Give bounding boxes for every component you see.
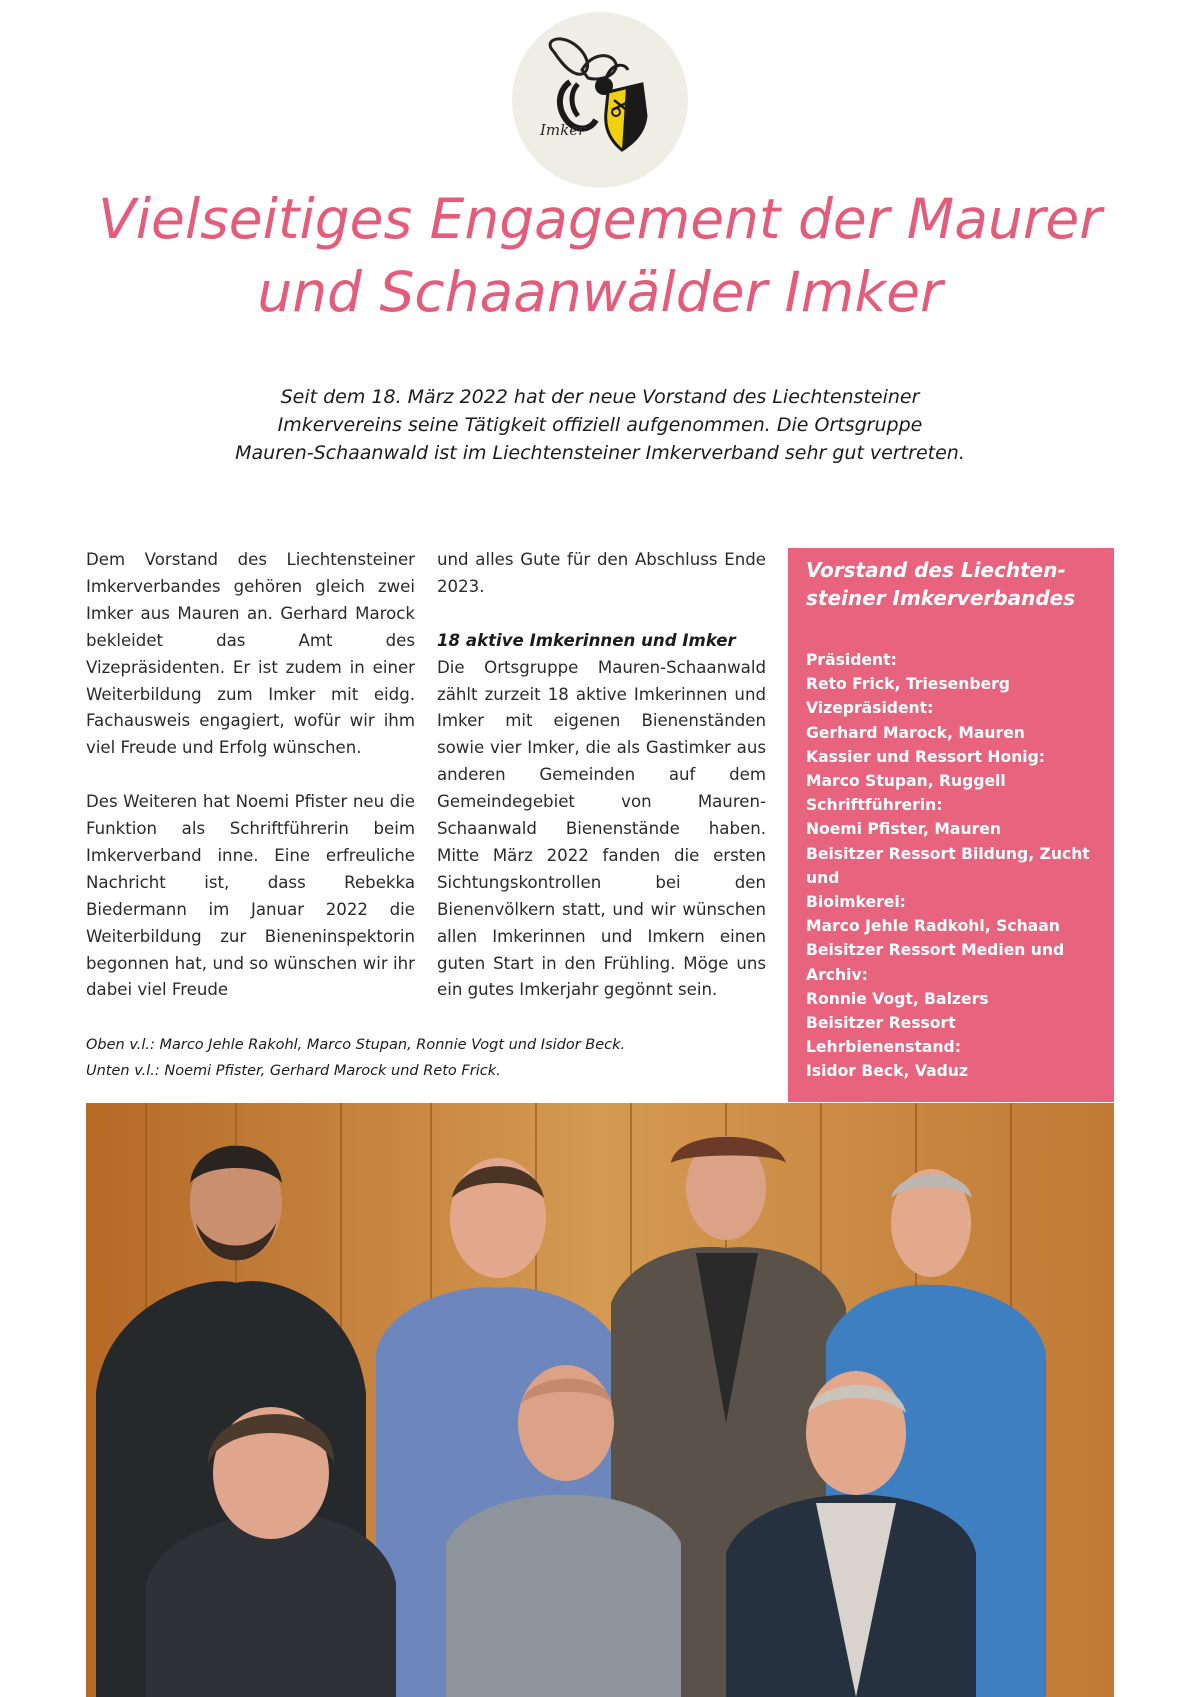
lead-line-1: Seit dem 18. März 2022 hat der neue Vorstand des Liechtensteiner	[280, 386, 920, 408]
group-photo	[86, 1103, 1114, 1697]
board-line: Bioimkerei:	[806, 893, 906, 912]
title-line-1: Vielseitiges Engagement der Maurer	[98, 187, 1102, 251]
lead-line-2: Imkervereins seine Tätigkeit offiziell aufgenommen. Die Ortsgruppe	[277, 414, 923, 436]
caption-line-2: Unten v.l.: Noemi Pfister, Gerhard Marock und Reto Frick.	[86, 1063, 501, 1079]
subheading: 18 aktive Imkerinnen und Imker	[437, 630, 736, 650]
article-title	[40, 183, 1160, 329]
sidebar-heading-line-2: steiner Imkerverbandes	[806, 586, 1076, 610]
board-line: Beisitzer Ressort Medien und	[806, 941, 1065, 960]
board-line: Kassier und Ressort Honig:	[806, 747, 1046, 766]
paragraph-4: Die Ortsgruppe Mauren-Schaanwald zählt zurzeit 18 aktive Imkerinnen und Imker mit eigenen Bienenständen sowie vier Imker, die als Gastimker aus anderen Gemeinden auf dem Gemeindegebiet von Mauren-Schaanwald Bienenstände haben. Mitte März 2022 fanden die ersten Sichtungskontrollen bei den Bienenvölkern statt, und wir wünschen allen Imkerinnen und Imkern einen guten Start in den Frühling. Möge uns ein gutes Imkerjahr gegönnt sein.	[437, 657, 766, 1000]
board-line: Reto Frick, Triesenberg	[806, 675, 1010, 694]
sidebar-heading-line-1: Vorstand des Liechten-	[806, 558, 1066, 582]
logo-text: Imker	[540, 121, 586, 139]
board-line: Ronnie Vogt, Balzers	[806, 989, 989, 1008]
lead-line-3: Mauren-Schaanwald ist im Liechtensteiner Imkerverband sehr gut vertreten.	[235, 442, 965, 464]
caption-line-1: Oben v.l.: Marco Jehle Rakohl, Marco Stupan, Ronnie Vogt und Isidor Beck.	[86, 1037, 626, 1053]
bee-icon	[512, 12, 688, 188]
board-line: Vizepräsident:	[806, 699, 934, 718]
board-members-list	[806, 648, 1098, 1084]
board-line: Schriftführerin:	[806, 796, 943, 815]
paragraph-1: Dem Vorstand des Liechtensteiner Imkerverbandes gehören gleich zwei Imker aus Mauren an. Gerhard Marock bekleidet das Amt des Vizepräsidenten. Er ist zudem in einer Weiterbildung zum Imker mit eidg. Fachausweis engagiert, wofür wir ihm viel Freude und Erfolg wünschen.	[86, 550, 415, 758]
board-line: Präsident:	[806, 651, 897, 669]
board-line: Marco Jehle Radkohl, Schaan	[806, 917, 1060, 936]
sidebar-heading	[806, 556, 1098, 612]
paragraph-3: und alles Gute für den Abschluss Ende 2023.	[437, 550, 766, 596]
board-line: Marco Stupan, Ruggell	[806, 772, 1006, 791]
article-column-2	[437, 547, 766, 1031]
board-line: Lehrbienenstand:	[806, 1038, 961, 1057]
imker-logo	[512, 12, 688, 188]
paragraph-2: Des Weiteren hat Noemi Pfister neu die Funktion als Schriftführerin beim Imkerverband inne. Eine erfreuliche Nachricht ist, dass Rebekka Biedermann im Januar 2022 die Weiterbildung zur Bieneninspektorin begonnen hat, und so wünschen wir ihr dabei viel Freude	[86, 792, 415, 1000]
group-photo-illustration	[86, 1103, 1114, 1697]
board-line: Isidor Beck, Vaduz	[806, 1062, 968, 1081]
article-column-1	[86, 547, 415, 1031]
board-line: Beisitzer Ressort Bildung, Zucht und	[806, 844, 1090, 887]
article-lead	[150, 383, 1050, 467]
photo-caption	[86, 1032, 786, 1084]
board-line: Archiv:	[806, 965, 868, 984]
title-line-2: und Schaanwälder Imker	[257, 260, 943, 324]
board-line: Noemi Pfister, Mauren	[806, 820, 1001, 839]
board-line: Beisitzer Ressort	[806, 1014, 956, 1033]
board-sidebar	[788, 548, 1114, 1102]
board-line: Gerhard Marock, Mauren	[806, 723, 1025, 742]
